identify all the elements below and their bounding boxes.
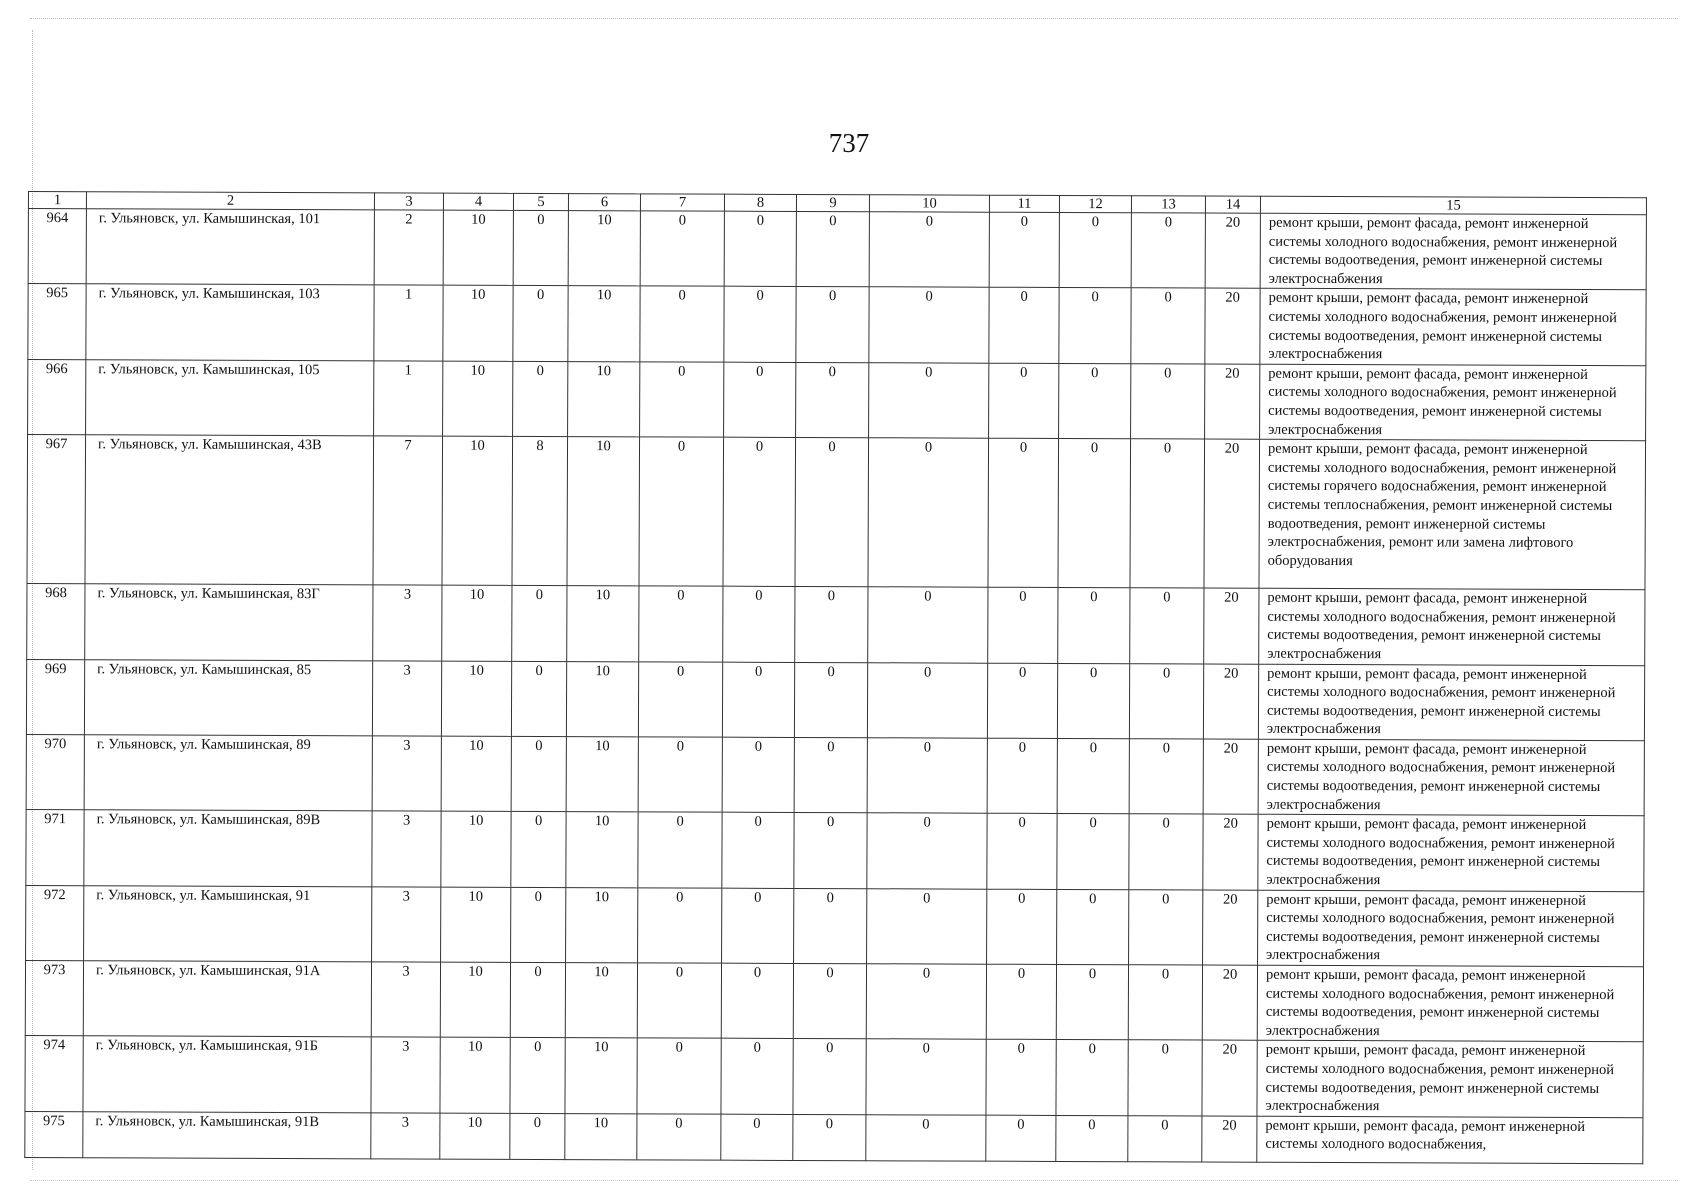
row-number: 974 xyxy=(25,1036,83,1112)
cell-col-12: 0 xyxy=(1056,1040,1128,1116)
cell-col-3: 3 xyxy=(372,736,441,812)
page-number: 737 xyxy=(828,128,870,158)
cell-col-12: 0 xyxy=(1058,439,1131,588)
cell-col-12: 0 xyxy=(1059,288,1131,364)
cell-col-11: 0 xyxy=(988,438,1059,587)
address-cell: г. Ульяновск, ул. Камышинская, 91Б xyxy=(83,1036,371,1112)
column-header: 1 xyxy=(28,192,86,209)
cell-col-3: 3 xyxy=(371,962,440,1038)
cell-col-8: 0 xyxy=(721,1114,793,1160)
cell-col-14: 20 xyxy=(1205,288,1260,364)
cell-col-5: 0 xyxy=(511,812,566,888)
row-number: 965 xyxy=(28,284,86,360)
cell-col-9: 0 xyxy=(793,963,866,1039)
cell-col-6: 10 xyxy=(566,812,638,888)
cell-col-7: 0 xyxy=(638,737,722,813)
row-number: 973 xyxy=(25,960,83,1036)
address-cell: г. Ульяновск, ул. Камышинская, 91 xyxy=(84,885,372,961)
cell-col-6: 10 xyxy=(566,887,638,963)
cell-col-11: 0 xyxy=(989,212,1059,288)
address-cell: г. Ульяновск, ул. Камышинская, 91А xyxy=(83,961,371,1037)
column-header: 15 xyxy=(1260,196,1646,214)
cell-col-6: 10 xyxy=(568,211,640,287)
cell-col-4: 10 xyxy=(440,1113,510,1159)
cell-col-6: 10 xyxy=(565,963,637,1039)
cell-col-14: 20 xyxy=(1203,739,1258,815)
cell-col-6: 10 xyxy=(568,286,640,362)
row-number: 975 xyxy=(25,1111,83,1157)
works-cell: ремонт крыши, ремонт фасада, ремонт инженерной системы холодного водоснабжения, ремонт инженерной системы водоотведения, ремонт инженерной системы электроснабжения xyxy=(1257,1041,1643,1118)
cell-col-4: 10 xyxy=(441,887,511,963)
cell-col-12: 0 xyxy=(1057,663,1129,739)
row-number: 972 xyxy=(26,885,84,961)
cell-col-3: 3 xyxy=(373,585,442,661)
cell-col-3: 7 xyxy=(373,436,443,585)
address-cell: г. Ульяновск, ул. Камышинская, 103 xyxy=(86,284,374,360)
works-cell: ремонт крыши, ремонт фасада, ремонт инженерной системы холодного водоснабжения, ремонт инженерной системы водоотведения, ремонт инженерной системы электроснабжения xyxy=(1258,814,1644,891)
cell-col-5: 0 xyxy=(511,887,566,963)
cell-col-11: 0 xyxy=(986,964,1056,1040)
cell-col-4: 10 xyxy=(443,210,513,286)
cell-col-14: 20 xyxy=(1204,588,1259,664)
cell-col-4: 10 xyxy=(440,1037,510,1113)
cell-col-13: 0 xyxy=(1130,439,1205,588)
row-number: 969 xyxy=(26,659,84,735)
column-header: 4 xyxy=(443,193,513,210)
works-cell: ремонт крыши, ремонт фасада, ремонт инженерной системы холодного водоснабжения, ремонт инженерной системы водоотведения, ремонт инженерной системы электроснабжения xyxy=(1260,289,1646,366)
cell-col-8: 0 xyxy=(721,963,793,1039)
scan-border-bottom xyxy=(30,1180,1678,1181)
address-cell: г. Ульяновск, ул. Камышинская, 91В xyxy=(83,1111,371,1158)
column-header: 10 xyxy=(869,195,989,212)
cell-col-10: 0 xyxy=(869,287,989,363)
cell-col-13: 0 xyxy=(1131,288,1205,364)
cell-col-7: 0 xyxy=(638,887,722,963)
cell-col-7: 0 xyxy=(638,812,722,888)
table-row xyxy=(25,960,1643,1042)
cell-col-6: 10 xyxy=(565,1038,637,1114)
works-cell: ремонт крыши, ремонт фасада, ремонт инженерной системы холодного водоснабжения, ремонт инженерной системы водоотведения, ремонт инженерной системы электроснабжения xyxy=(1258,664,1644,741)
cell-col-5: 0 xyxy=(511,661,566,737)
cell-col-13: 0 xyxy=(1129,663,1203,739)
cell-col-11: 0 xyxy=(986,1115,1056,1161)
works-cell: ремонт крыши, ремонт фасада, ремонт инженерной системы холодного водоснабжения, ремонт инженерной системы водоотведения, ремонт инженерной системы электроснабжения xyxy=(1257,965,1643,1042)
cell-col-8: 0 xyxy=(724,211,796,287)
cell-col-8: 0 xyxy=(721,1039,793,1115)
works-cell: ремонт крыши, ремонт фасада, ремонт инженерной системы холодного водоснабжения, ремонт инженерной системы горячего водоснабжения, ремонт инженерной системы теплоснабжения, ремонт инженерной системы водоотведения, ремонт инженерной системы электроснабжения, ремонт или замена лифтового оборудования xyxy=(1259,439,1646,589)
cell-col-10: 0 xyxy=(868,587,988,663)
address-cell: г. Ульяновск, ул. Камышинская, 101 xyxy=(86,209,374,285)
row-number: 970 xyxy=(26,734,84,810)
cell-col-9: 0 xyxy=(795,438,869,587)
cell-col-12: 0 xyxy=(1057,889,1129,965)
cell-col-14: 20 xyxy=(1203,814,1258,890)
cell-col-4: 10 xyxy=(441,661,511,737)
table-row xyxy=(27,584,1645,666)
address-cell: г. Ульяновск, ул. Камышинская, 85 xyxy=(84,659,372,735)
table-row xyxy=(26,659,1644,741)
cell-col-13: 0 xyxy=(1128,1115,1202,1161)
cell-col-14: 20 xyxy=(1205,213,1260,289)
table-row xyxy=(28,284,1646,366)
cell-col-8: 0 xyxy=(722,812,794,888)
cell-col-14: 20 xyxy=(1203,890,1258,966)
scan-border-top xyxy=(30,18,1678,19)
address-cell: г. Ульяновск, ул. Камышинская, 105 xyxy=(86,359,374,435)
cell-col-10: 0 xyxy=(866,964,986,1040)
row-number: 971 xyxy=(26,810,84,886)
cell-col-11: 0 xyxy=(989,288,1059,364)
cell-col-10: 0 xyxy=(867,738,987,814)
cell-col-12: 0 xyxy=(1056,1115,1128,1161)
cell-col-3: 1 xyxy=(374,285,443,361)
cell-col-12: 0 xyxy=(1058,588,1130,664)
cell-col-13: 0 xyxy=(1128,965,1202,1041)
cell-col-3: 3 xyxy=(372,811,441,887)
cell-col-7: 0 xyxy=(638,661,722,737)
cell-col-3: 3 xyxy=(371,1037,440,1113)
cell-col-13: 0 xyxy=(1128,1040,1202,1116)
column-header: 8 xyxy=(724,194,796,211)
cell-col-4: 10 xyxy=(443,361,513,437)
cell-col-3: 2 xyxy=(374,210,443,286)
cell-col-14: 20 xyxy=(1202,1116,1257,1162)
cell-col-11: 0 xyxy=(988,587,1058,663)
cell-col-4: 10 xyxy=(442,436,513,585)
row-number: 968 xyxy=(27,584,85,660)
column-header: 7 xyxy=(640,194,724,211)
cell-col-8: 0 xyxy=(723,586,795,662)
cell-col-7: 0 xyxy=(639,586,723,662)
column-header: 13 xyxy=(1131,196,1205,213)
table-body xyxy=(25,192,1647,1164)
column-header: 12 xyxy=(1059,195,1131,212)
cell-col-4: 10 xyxy=(443,285,513,361)
cell-col-12: 0 xyxy=(1059,363,1131,439)
cell-col-13: 0 xyxy=(1129,814,1203,890)
column-header: 3 xyxy=(374,193,443,210)
repair-program-table xyxy=(24,191,1647,1164)
cell-col-8: 0 xyxy=(722,662,794,738)
table-row xyxy=(26,734,1644,816)
cell-col-14: 20 xyxy=(1202,965,1257,1041)
cell-col-9: 0 xyxy=(796,287,869,363)
cell-col-13: 0 xyxy=(1129,889,1203,965)
cell-col-7: 0 xyxy=(640,362,724,438)
column-header: 5 xyxy=(513,193,568,210)
cell-col-11: 0 xyxy=(989,363,1059,439)
cell-col-10: 0 xyxy=(867,662,987,738)
cell-col-8: 0 xyxy=(722,737,794,813)
cell-col-5: 0 xyxy=(511,736,566,812)
cell-col-9: 0 xyxy=(794,888,867,964)
cell-col-9: 0 xyxy=(795,587,868,663)
table-row xyxy=(28,359,1646,441)
cell-col-10: 0 xyxy=(869,362,989,438)
cell-col-11: 0 xyxy=(986,1040,1056,1116)
address-cell: г. Ульяновск, ул. Камышинская, 89В xyxy=(84,810,372,886)
cell-col-8: 0 xyxy=(724,287,796,363)
cell-col-7: 0 xyxy=(640,286,724,362)
cell-col-5: 0 xyxy=(512,585,567,661)
works-cell: ремонт крыши, ремонт фасада, ремонт инженерной системы холодного водоснабжения, xyxy=(1257,1116,1643,1163)
cell-col-6: 10 xyxy=(567,437,640,586)
column-header: 14 xyxy=(1205,196,1260,213)
cell-col-4: 10 xyxy=(442,585,512,661)
cell-col-5: 0 xyxy=(513,210,568,286)
table-row xyxy=(26,885,1644,967)
cell-col-6: 10 xyxy=(568,361,640,437)
cell-col-4: 10 xyxy=(441,736,511,812)
cell-col-8: 0 xyxy=(722,888,794,964)
cell-col-7: 0 xyxy=(639,437,724,586)
cell-col-11: 0 xyxy=(987,813,1057,889)
cell-col-3: 3 xyxy=(372,660,441,736)
cell-col-11: 0 xyxy=(987,663,1057,739)
cell-col-7: 0 xyxy=(637,963,721,1039)
row-number: 967 xyxy=(27,435,86,584)
cell-col-4: 10 xyxy=(441,811,511,887)
cell-col-8: 0 xyxy=(723,437,796,586)
column-header: 6 xyxy=(568,194,640,211)
cell-col-14: 20 xyxy=(1203,664,1258,740)
cell-col-9: 0 xyxy=(796,211,869,287)
row-number: 966 xyxy=(28,359,86,435)
cell-col-14: 20 xyxy=(1205,364,1260,440)
cell-col-10: 0 xyxy=(866,1114,986,1160)
cell-col-10: 0 xyxy=(868,438,989,587)
cell-col-9: 0 xyxy=(793,1114,866,1160)
cell-col-7: 0 xyxy=(637,1114,721,1160)
cell-col-3: 1 xyxy=(374,361,443,437)
cell-col-10: 0 xyxy=(867,813,987,889)
table-row xyxy=(25,1036,1643,1118)
works-cell: ремонт крыши, ремонт фасада, ремонт инженерной системы холодного водоснабжения, ремонт инженерной системы водоотведения, ремонт инженерной системы электроснабжения xyxy=(1258,890,1644,967)
column-header: 9 xyxy=(796,194,869,211)
cell-col-5: 0 xyxy=(510,962,565,1038)
row-number: 964 xyxy=(28,209,86,285)
cell-col-9: 0 xyxy=(796,362,869,438)
cell-col-12: 0 xyxy=(1056,964,1128,1040)
cell-col-4: 10 xyxy=(440,962,510,1038)
cell-col-13: 0 xyxy=(1131,213,1205,289)
cell-col-3: 3 xyxy=(371,1113,440,1159)
cell-col-9: 0 xyxy=(793,1039,866,1115)
column-header: 2 xyxy=(86,192,374,210)
cell-col-13: 0 xyxy=(1131,363,1205,439)
address-cell: г. Ульяновск, ул. Камышинская, 43В xyxy=(85,435,374,585)
cell-col-10: 0 xyxy=(866,1039,986,1115)
cell-col-13: 0 xyxy=(1130,588,1204,664)
cell-col-8: 0 xyxy=(724,362,796,438)
cell-col-6: 10 xyxy=(567,586,639,662)
works-cell: ремонт крыши, ремонт фасада, ремонт инженерной системы холодного водоснабжения, ремонт инженерной системы водоотведения, ремонт инженерной системы электроснабжения xyxy=(1260,364,1646,441)
cell-col-9: 0 xyxy=(794,737,867,813)
column-header: 11 xyxy=(989,195,1059,212)
works-cell: ремонт крыши, ремонт фасада, ремонт инженерной системы холодного водоснабжения, ремонт инженерной системы водоотведения, ремонт инженерной системы электроснабжения xyxy=(1258,739,1644,816)
table-row xyxy=(26,810,1644,892)
cell-col-14: 20 xyxy=(1202,1040,1257,1116)
cell-col-14: 20 xyxy=(1204,439,1260,588)
cell-col-10: 0 xyxy=(869,212,989,288)
cell-col-13: 0 xyxy=(1129,739,1203,815)
table-row xyxy=(25,1111,1643,1163)
cell-col-6: 10 xyxy=(566,736,638,812)
cell-col-6: 10 xyxy=(566,661,638,737)
cell-col-9: 0 xyxy=(794,662,867,738)
cell-col-5: 8 xyxy=(512,436,568,585)
works-cell: ремонт крыши, ремонт фасада, ремонт инженерной системы холодного водоснабжения, ремонт инженерной системы водоотведения, ремонт инженерной системы электроснабжения xyxy=(1259,588,1645,665)
cell-col-11: 0 xyxy=(987,738,1057,814)
document-sheet xyxy=(24,191,1647,1164)
cell-col-11: 0 xyxy=(987,889,1057,965)
cell-col-5: 0 xyxy=(513,361,568,437)
cell-col-12: 0 xyxy=(1057,814,1129,890)
cell-col-7: 0 xyxy=(637,1038,721,1114)
cell-col-5: 0 xyxy=(510,1038,565,1114)
cell-col-10: 0 xyxy=(867,888,987,964)
cell-col-3: 3 xyxy=(372,886,441,962)
cell-col-6: 10 xyxy=(565,1113,637,1159)
address-cell: г. Ульяновск, ул. Камышинская, 83Г xyxy=(85,584,373,660)
table-row xyxy=(28,209,1646,291)
cell-col-12: 0 xyxy=(1059,212,1131,288)
cell-col-9: 0 xyxy=(794,813,867,889)
address-cell: г. Ульяновск, ул. Камышинская, 89 xyxy=(84,735,372,811)
works-cell: ремонт крыши, ремонт фасада, ремонт инженерной системы холодного водоснабжения, ремонт инженерной системы водоотведения, ремонт инженерной системы электроснабжения xyxy=(1260,213,1646,290)
cell-col-5: 0 xyxy=(513,286,568,362)
cell-col-7: 0 xyxy=(640,211,724,287)
cell-col-5: 0 xyxy=(510,1113,565,1159)
table-row xyxy=(27,435,1646,590)
cell-col-12: 0 xyxy=(1057,738,1129,814)
